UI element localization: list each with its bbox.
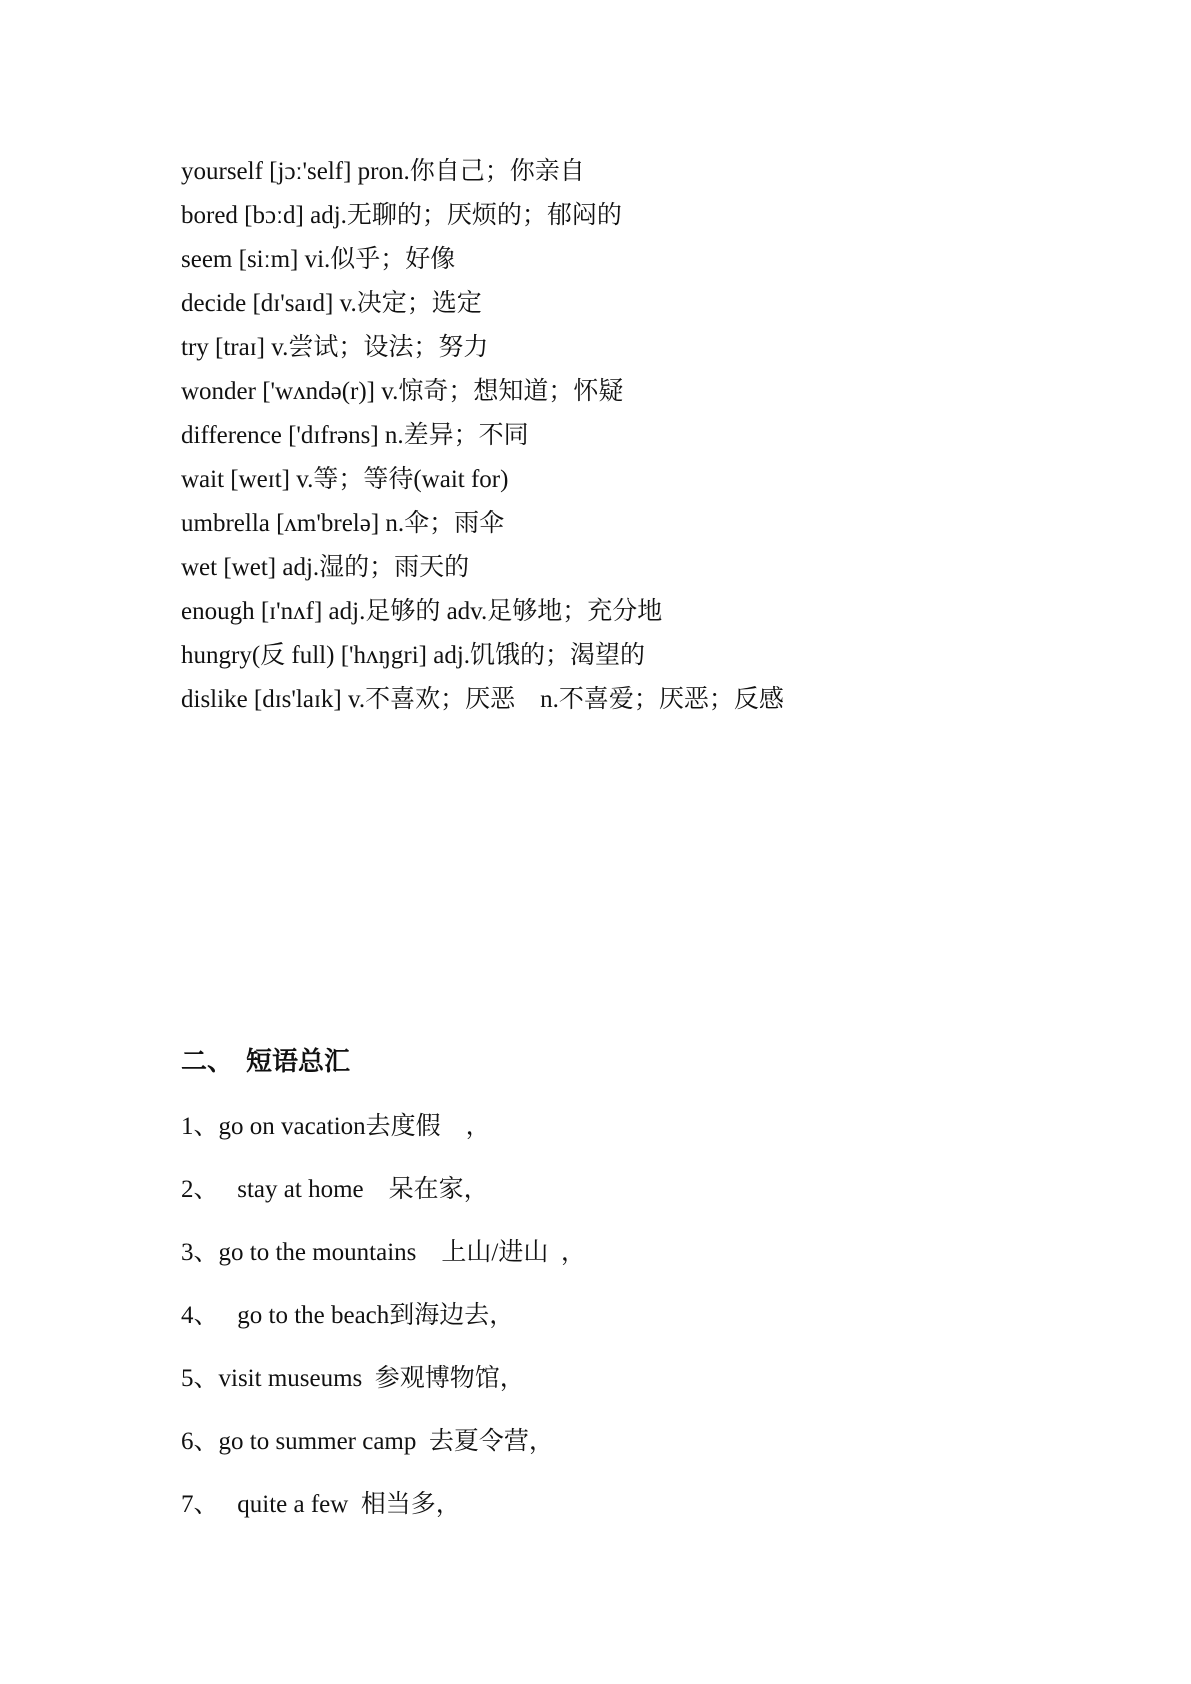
vocab-entry: hungry(反 full) ['hʌŋgri] adj.饥饿的；渴望的 xyxy=(181,642,646,669)
phrase-list xyxy=(181,1105,1081,1546)
section-heading: 二、 短语总汇 xyxy=(181,1047,351,1076)
vocab-entry: seem [siːm] vi.似乎；好像 xyxy=(181,246,456,273)
vocab-entry: wait [weɪt] v.等；等待(wait for) xyxy=(181,466,509,493)
vocab-entry: umbrella [ʌm'brelə] n.伞；雨伞 xyxy=(181,510,505,537)
vocab-entry: yourself [jɔː'self] pron.你自己；你亲自 xyxy=(181,158,585,185)
vocab-entry: wonder ['wʌndə(r)] v.惊奇；想知道；怀疑 xyxy=(181,378,624,405)
vocab-entry: try [traɪ] v.尝试；设法；努力 xyxy=(181,334,489,361)
vocab-entry: wet [wet] adj.湿的；雨天的 xyxy=(181,554,470,581)
phrase-item: 7、 quite a few 相当多， xyxy=(181,1491,461,1518)
phrase-item: 3、go to the mountains 上山/进山 ， xyxy=(181,1239,586,1266)
vocab-entry: bored [bɔːd] adj.无聊的；厌烦的；郁闷的 xyxy=(181,202,622,229)
phrase-item: 5、visit museums 参观博物馆， xyxy=(181,1365,525,1392)
vocab-entry: enough [ɪ'nʌf] adj.足够的 adv.足够地；充分地 xyxy=(181,598,663,625)
vocab-entry: difference ['dɪfrəns] n.差异；不同 xyxy=(181,422,529,449)
vocab-entry: dislike [dɪs'laɪk] v.不喜欢；厌恶 n.不喜爱；厌恶；反感 xyxy=(181,686,784,713)
phrase-item: 2、 stay at home 呆在家， xyxy=(181,1176,489,1203)
vocabulary-list xyxy=(181,150,1081,722)
phrase-item: 1、go on vacation去度假 ， xyxy=(181,1113,491,1140)
phrase-item: 4、 go to the beach到海边去， xyxy=(181,1302,515,1329)
vocab-entry: decide [dɪ'saɪd] v.决定；选定 xyxy=(181,290,482,317)
phrase-item: 6、go to summer camp 去夏令营， xyxy=(181,1428,554,1455)
